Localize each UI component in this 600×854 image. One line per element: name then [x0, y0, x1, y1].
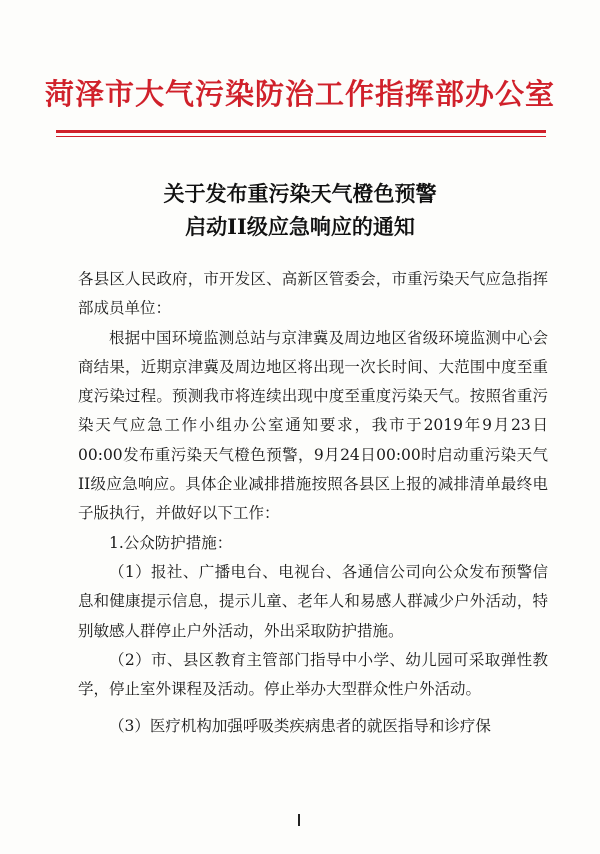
document-title-line-1: 关于发布重污染天气橙色预警 [163, 181, 437, 206]
page-number-mark [298, 814, 300, 826]
letterhead-divider-thick [56, 130, 546, 133]
list-item-medical: （3）医疗机构加强呼吸类疾病患者的就医指导和诊疗保 [109, 717, 491, 736]
paragraph-main: 根据中国环境监测总站与京津冀及周边地区省级环境监测中心会商结果，近期京津冀及周边地区将出现一次长时间、大范围中度至重度污染过程。预测我市将连续出现中度至重度污染天气。按照省重污染天气应急工作小组办公室通知要求，我市于2019年9月23日00:00发布重污染天气橙色预警，9月24日00:00时启动重污染天气II级应急响应。具体企业减排措施按照各县区上报的减排清单最终电子版执行，并做好以下工作： [78, 328, 548, 523]
letterhead-divider-thin [56, 136, 546, 137]
list-item-media-notice: （1）报社、广播电台、电视台、各通信公司向公众发布预警信息和健康提示信息，提示儿童、老年人和易感人群减少户外活动，特别敏感人群停止户外活动，外出采取防护措施。 [78, 562, 548, 640]
addressee: 各县区人民政府，市开发区、高新区管委会，市重污染天气应急指挥部成员单位： [78, 270, 548, 318]
list-item-education: （2）市、县区教育主管部门指导中小学、幼儿园可采取弹性教学，停止室外课程及活动。停止举办大型群众性户外活动。 [78, 650, 548, 699]
document-body [78, 265, 548, 742]
letterhead-title: 菏泽市大气污染防治工作指挥部办公室 [44, 77, 555, 111]
document-title-line-2: 启动II级应急响应的通知 [185, 214, 415, 239]
section-heading-public-protection: 1.公众防护措施： [109, 533, 233, 552]
